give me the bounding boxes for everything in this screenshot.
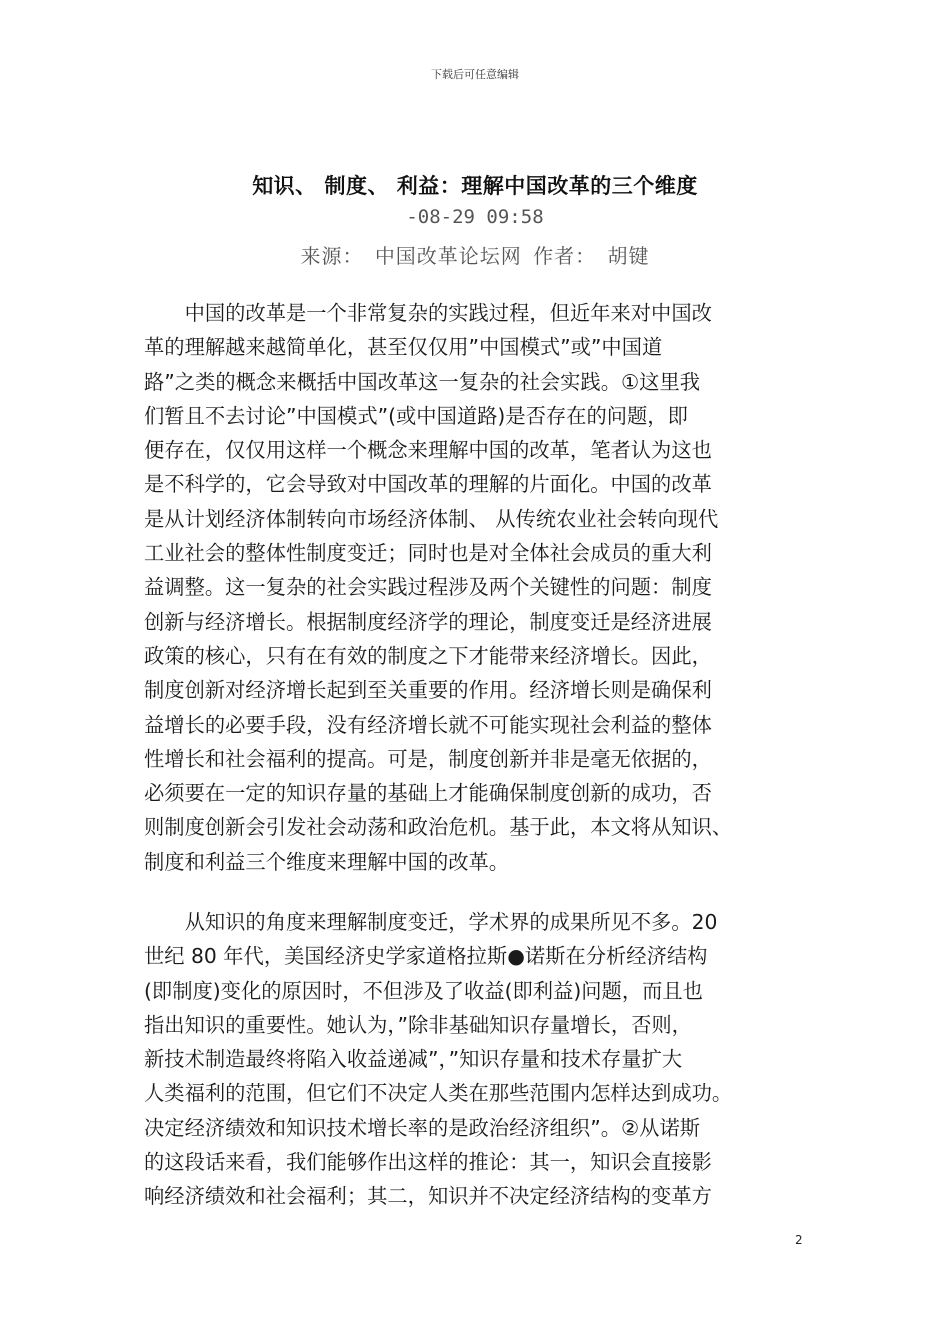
- paragraph-line: 指出知识的重要性。她认为，”除非基础知识存量增长，否则，: [144, 1012, 692, 1037]
- paragraph-line: 益增长的必要手段，没有经济增长就不可能实现社会利益的整体: [144, 712, 712, 737]
- paragraph-line: 便存在，仅仅用这样一个概念来理解中国的改革，笔者认为这也: [144, 438, 712, 463]
- paragraph-line: 的这段话来看，我们能够作出这样的推论：其一，知识会直接影: [144, 1150, 712, 1175]
- author-name: 胡键: [607, 244, 650, 268]
- author-label: 作者：: [533, 244, 597, 268]
- source-name: 中国改革论坛网: [374, 244, 522, 268]
- paragraph-line: 性增长和社会福利的提高。可是，制度创新并非是毫无依据的，: [144, 746, 712, 771]
- paragraph-line: 则制度创新会引发社会动荡和政治危机。基于此，本文将从知识、: [144, 815, 733, 840]
- page-header-note: 下载后可任意编辑: [431, 68, 519, 81]
- paragraph-line: 工业社会的整体性制度变迁；同时也是对全体社会成员的重大利: [144, 541, 712, 566]
- paragraph-line: 决定经济绩效和知识技术增长率的是政治经济组织”。②从诺斯: [144, 1115, 701, 1140]
- paragraph-line: 制度和利益三个维度来理解中国的改革。: [144, 849, 510, 874]
- paragraph-line: (即制度)变化的原因时，不但涉及了收益(即利益)问题，而且也: [144, 978, 703, 1003]
- page-number: 2: [795, 1233, 803, 1247]
- paragraph-line: 人类福利的范围，但它们不决定人类在那些范围内怎样达到成功。: [144, 1081, 733, 1106]
- paragraph-line: 政策的核心，只有在有效的制度之下才能带来经济增长。因此，: [144, 643, 712, 668]
- paragraph-line: 革的理解越来越简单化，甚至仅仅用”中国模式”或”中国道: [144, 335, 663, 360]
- paragraph-line: 从知识的角度来理解制度变迁，学术界的成果所见不多。20: [144, 910, 718, 934]
- paragraph-2: [144, 905, 810, 1214]
- article-title: 知识、 制度、 利益：理解中国改革的三个维度: [252, 174, 698, 198]
- article-date: -08-29 09:58: [406, 206, 544, 228]
- paragraph-line: 必须要在一定的知识存量的基础上才能确保制度创新的成功，否: [144, 781, 712, 806]
- paragraph-line: 新技术制造最终将陷入收益递减”，”知识存量和技术存量扩大: [144, 1047, 683, 1072]
- source-label: 来源：: [300, 244, 364, 268]
- paragraph-line: 路”之类的概念来概括中国改革这一复杂的社会实践。①这里我: [144, 369, 701, 394]
- paragraph-line: 创新与经济增长。根据制度经济学的理论，制度变迁是经济进展: [144, 609, 712, 634]
- paragraph-line: 是从计划经济体制转向市场经济体制、 从传统农业社会转向现代: [144, 506, 719, 531]
- paragraph-line: 制度创新对经济增长起到至关重要的作用。经济增长则是确保利: [144, 678, 712, 703]
- paragraph-line: 益调整。这一复杂的社会实践过程涉及两个关键性的问题：制度: [144, 575, 712, 600]
- paragraph-line: 中国的改革是一个非常复杂的实践过程，但近年来对中国改: [144, 301, 712, 325]
- paragraph-line: 是不科学的，它会导致对中国改革的理解的片面化。中国的改革: [144, 472, 712, 497]
- paragraph-1: [144, 296, 810, 879]
- paragraph-line: 们暂且不去讨论”中国模式”(或中国道路)是否存在的问题，即: [144, 403, 688, 428]
- paragraph-line: 响经济绩效和社会福利；其二，知识并不决定经济结构的变革方: [144, 1184, 712, 1209]
- paragraph-line: 世纪 80 年代，美国经济史学家道格拉斯●诺斯在分析经济结构: [144, 944, 708, 969]
- article-source-line: [0, 240, 950, 269]
